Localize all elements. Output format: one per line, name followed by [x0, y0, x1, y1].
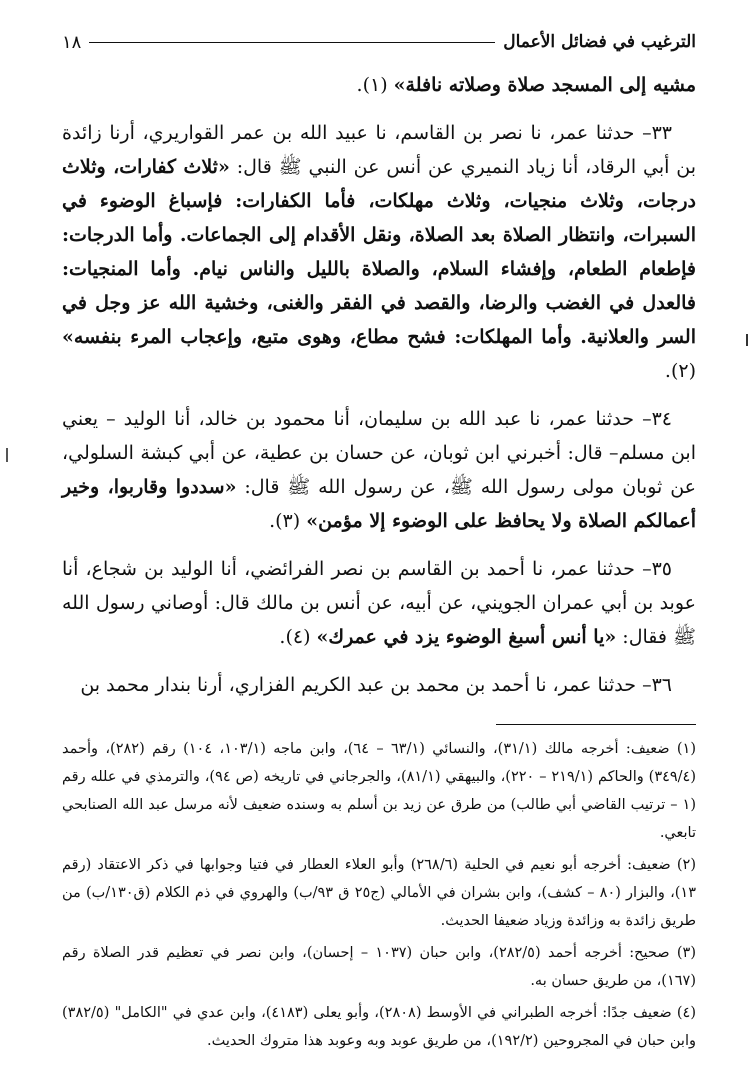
margin-mark [746, 334, 748, 346]
footnotes [62, 735, 696, 1055]
narration-text: ٣٤– حدثنا عمر، نا عبد الله بن سليمان، أنا محمود بن خالد، أنا الوليد – يعني ابن مسلم– قال: أخبرني ابن ثوبان، عن حسان بن عطية، عن أبي كبشة السلولي، عن ثوبان مولى رسول الله ﷺ، عن رسول الله ﷺ قال: [62, 408, 696, 498]
header-rule [89, 42, 495, 43]
hadith-text: «يا أنس أسبغ الوضوء يزد في عمرك» [316, 626, 617, 648]
hadith-text: «سددوا وقاربوا، وخير أعمالكم الصلاة ولا يحافظ على الوضوء إلا مؤمن» [62, 476, 696, 532]
narration-text: ٣٣– حدثنا عمر، نا نصر بن القاسم، نا عبيد الله بن عمر القواريري، أرنا زائدة بن أبي الرقاد، أنا زياد النميري عن أنس عن النبي ﷺ قال: [62, 122, 696, 178]
hadith-33 [62, 116, 696, 388]
book-page [62, 30, 696, 1059]
hadith-text: «ثلاث كفارات، وثلاث درجات، وثلاث منجيات، وثلاث مهلكات، فأما الكفارات: فإسباغ الوضوء في السبرات، وانتظار الصلاة بعد الصلاة، ونقل الأقدام إلى الجماعات. وأما الدرجات: فإطعام الطعام، وإفشاء السلام، والصلاة بالليل والناس نيام. وأما المنجيات: فالعدل في الغضب والرضا، والقصد في الفقر والغنى، وخشية الله عز وجل في السر والعلانية. وأما المهلكات: فشح مطاع، وهوى متبع، وإعجاب المرء بنفسه» [62, 156, 696, 348]
narration-text: (٢). [664, 360, 696, 382]
narration-text: ٣٥– حدثنا عمر، نا أحمد بن القاسم بن نصر الفرائضي، أنا الوليد بن شجاع، أنا عوبد بن أبي عمران الجويني، عن أبيه، عن أنس بن مالك قال: أوصاني رسول الله ﷺ فقال: [62, 558, 696, 648]
narration-text: ٣٦– حدثنا عمر، نا أحمد بن محمد بن عبد الكريم الفزاري، أرنا بندار محمد بن [80, 674, 672, 696]
narration-text: (١). [356, 74, 394, 96]
hadith-34 [62, 402, 696, 538]
hadith-35 [62, 552, 696, 654]
footnote-2: (٢) ضعيف: أخرجه أبو نعيم في الحلية (٢٦٨/٦) وأبو العلاء العطار في فتيا وجوابها في ذكر الاعتقاد (رقم ١٣)، والبزار (٨٠ – كشف)، وابن بشران في الأمالي (ج٢٥ ق ٩٣/ب) والهروي في ذم الكلام (ق١٣٠/ب) من طريق زائدة به وزائدة وزياد ضعيفا الحديث. [62, 857, 696, 929]
running-header [62, 30, 696, 54]
main-text [62, 68, 696, 702]
narration-text: (٤). [279, 626, 317, 648]
paragraph-continuation [62, 68, 696, 102]
running-title: الترغيب في فضائل الأعمال [503, 32, 696, 52]
page-number: ١٨ [62, 31, 82, 53]
footnote-separator [496, 724, 696, 725]
edge-mark [6, 448, 8, 462]
hadith-text: مشيه إلى المسجد صلاة وصلاته نافلة» [393, 74, 696, 96]
footnote-4: (٤) ضعيف جدًا: أخرجه الطبراني في الأوسط (٢٨٠٨)، وأبو يعلى (٤١٨٣)، وابن عدي في "الكامل" (٣٨٢/٥) وابن حبان في المجروحين (١٩٢/٢)، من طريق عوبد وبه وعوبد هذا متروك الحديث. [62, 1005, 697, 1049]
narration-text: (٣). [269, 510, 307, 532]
footnote-1: (١) ضعيف: أخرجه مالك (٣١/١)، والنسائي (٦٣/١ – ٦٤)، وابن ماجه (١٠٣/١، ١٠٤) رقم (٢٨٢)، وأحمد (٣٤٩/٤) والحاكم (٢١٩/١ – ٢٢٠)، والبيهقي (٨١/١)، والجرجاني في تاريخه (ص ٩٤)، والترمذي في علله رقم (١ – ترتيب القاضي أبي طالب) من طرق عن زيد بن أسلم به وسنده ضعيف لأنه مرسل عبد الله الصنابحي تابعي. [62, 741, 697, 841]
footnote-3: (٣) صحيح: أخرجه أحمد (٢٨٢/٥)، وابن حبان (١٠٣٧ – إحسان)، وابن نصر في تعظيم قدر الصلاة رقم (١٦٧)، من طريق حسان به. [62, 945, 696, 989]
hadith-36 [62, 668, 696, 702]
